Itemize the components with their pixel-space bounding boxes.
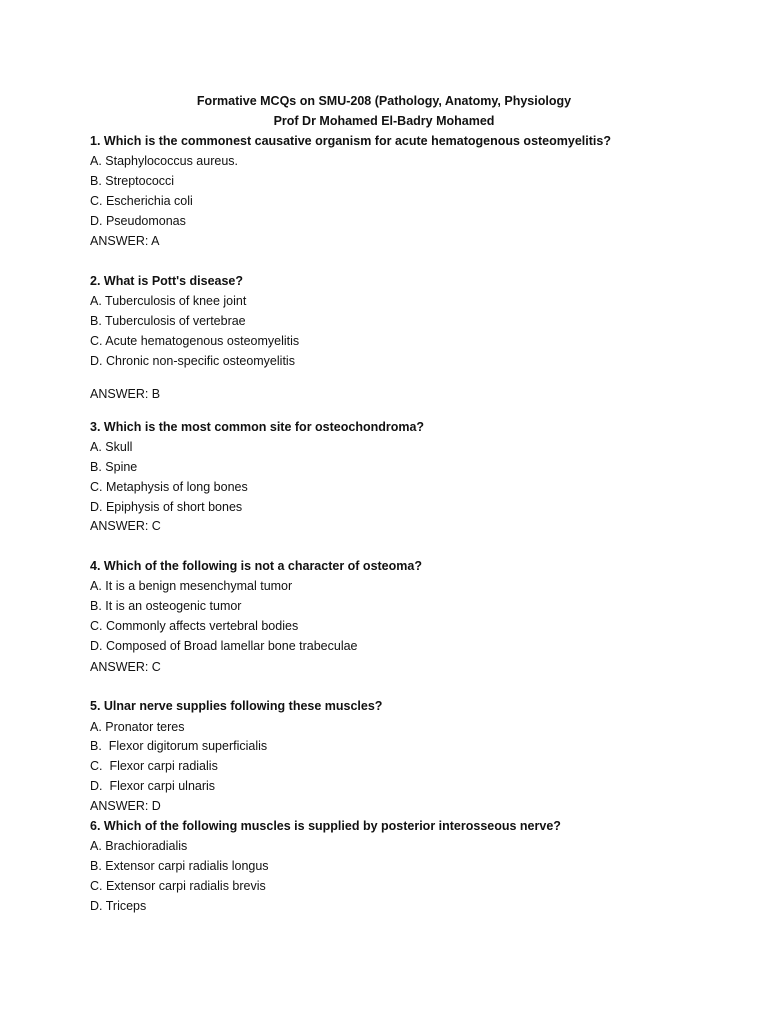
document-title: Formative MCQs on SMU-208 (Pathology, Anatomy, Physiology	[196, 94, 572, 108]
question-4-option-b: B. It is an osteogenic tumor	[90, 599, 242, 613]
question-6-option-b: B. Extensor carpi radialis longus	[90, 859, 269, 873]
question-5-text: 5. Ulnar nerve supplies following these muscles?	[90, 699, 383, 713]
question-6-option-a: A. Brachioradialis	[90, 839, 188, 853]
question-6-option-d: D. Triceps	[90, 899, 147, 913]
question-2-option-b: B. Tuberculosis of vertebrae	[90, 314, 246, 328]
question-3-text: 3. Which is the most common site for osteochondroma?	[90, 420, 425, 434]
question-5-answer: ANSWER: D	[90, 799, 161, 813]
question-3-option-b: B. Spine	[90, 460, 138, 474]
question-1-option-b: B. Streptococci	[90, 174, 175, 188]
question-5-option-b: B. Flexor digitorum superficialis	[90, 739, 268, 753]
question-1-answer: ANSWER: A	[90, 234, 160, 248]
question-1-option-c: C. Escherichia coli	[90, 194, 193, 208]
question-5-option-c: C. Flexor carpi radialis	[90, 759, 218, 773]
question-2-option-d: D. Chronic non-specific osteomyelitis	[90, 354, 295, 368]
question-3-option-a: A. Skull	[90, 440, 133, 454]
question-6-option-c: C. Extensor carpi radialis brevis	[90, 879, 266, 893]
question-4-answer: ANSWER: C	[90, 660, 161, 674]
question-2-text: 2. What is Pott's disease?	[90, 274, 244, 288]
question-1-option-a: A. Staphylococcus aureus.	[90, 154, 238, 168]
document-author: Prof Dr Mohamed El-Badry Mohamed	[273, 114, 495, 128]
question-4-option-c: C. Commonly affects vertebral bodies	[90, 619, 299, 633]
question-2-option-a: A. Tuberculosis of knee joint	[90, 294, 247, 308]
question-3-option-c: C. Metaphysis of long bones	[90, 480, 248, 494]
question-6-text: 6. Which of the following muscles is supplied by posterior interosseous nerve?	[90, 819, 561, 833]
question-4-option-a: A. It is a benign mesenchymal tumor	[90, 579, 293, 593]
question-2-option-c: C. Acute hematogenous osteomyelitis	[90, 334, 300, 348]
question-1-option-d: D. Pseudomonas	[90, 214, 186, 228]
question-5-option-d: D. Flexor carpi ulnaris	[90, 779, 216, 793]
question-2-answer: ANSWER: B	[90, 387, 161, 401]
question-1-text: 1. Which is the commonest causative organism for acute hematogenous osteomyelitis?	[90, 134, 611, 148]
question-4-option-d: D. Composed of Broad lamellar bone trabeculae	[90, 639, 358, 653]
question-4-text: 4. Which of the following is not a character of osteoma?	[90, 559, 422, 573]
question-3-answer: ANSWER: C	[90, 519, 161, 533]
question-5-option-a: A. Pronator teres	[90, 720, 185, 734]
question-3-option-d: D. Epiphysis of short bones	[90, 500, 243, 514]
